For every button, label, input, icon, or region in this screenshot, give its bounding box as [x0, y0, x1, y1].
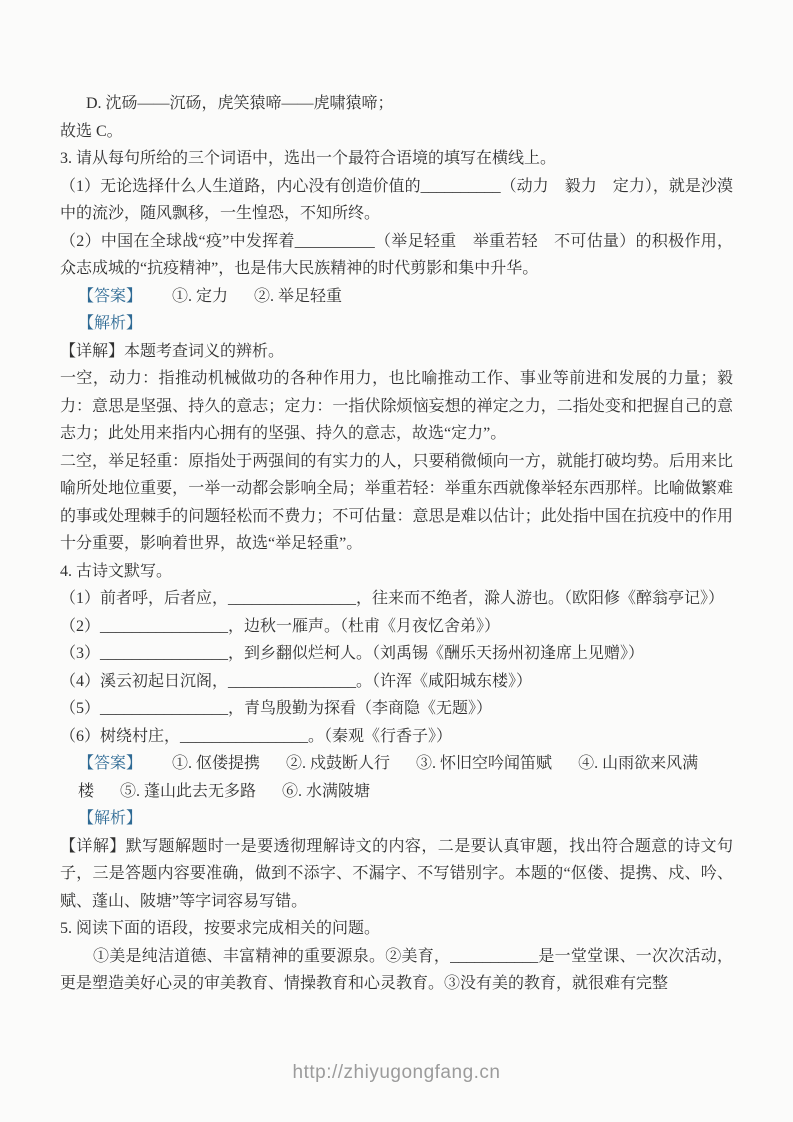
- text-span: 【详解】默写题解题时一是要透彻理解诗文的内容，二是要认真审题，找出符合题意的诗文句子，三是答题内容要准确，做到不添字、不漏字、不写错别字。本题的“伛偻、提携、戍、吟、赋、蓬山、陂塘”等字词容易写错。: [60, 837, 733, 910]
- text-span: 一空，动力：指推动机械做功的各种作用力，也比喻推动工作、事业等前进和发展的力量；毅力：意思是坚强、持久的意志；定力：一指伏除烦恼妄想的禅定之力，二指处变和把握自己的意志力；此处用来指内心拥有的坚强、持久的意志，故选“定力”。: [60, 370, 733, 442]
- text-span: D. 沈砀——沉砀，虎笑猿啼——虎啸猿啼；: [86, 95, 394, 112]
- text-line: [60, 365, 733, 448]
- text-span: （1）前者呼，后者应，________________，往来而不绝者，滁人游也。（欧阳修《醉翁亭记》）: [60, 590, 725, 607]
- text-line: [60, 668, 733, 696]
- analysis-line: [60, 310, 733, 338]
- text-line: [60, 338, 733, 366]
- answer-marker: 【答案】: [78, 287, 143, 305]
- text-span: （2）中国在全球战“疫”中发挥着__________（举足轻重 举重若轻 不可估量）的积极作用，众志成城的“抗疫精神”，也是伟大民族精神的时代剪影和集中升华。: [60, 232, 733, 277]
- text-line: [60, 558, 733, 586]
- text-line: [60, 448, 733, 558]
- text-line: [60, 695, 733, 723]
- text-span: 二空，举足轻重：原指处于两强间的有实力的人，只要稍微倾向一方，就能打破均势。后用来比喻所处地位重要，一举一动都会影响全局；举重若轻：举重东西就像举轻东西那样。比喻做繁难的事或处理棘手的问题轻松而不费力；不可估量：意思是难以估计；此处指中国在抗疫中的作用十分重要，影响着世界，故选“举足轻重”。: [60, 452, 733, 552]
- text-line: [60, 145, 733, 173]
- text-span: （2）________________，边秋一雁声。（杜甫《月夜忆舍弟》）: [60, 617, 501, 635]
- answer-item: ⑤. 蓬山此去无多路: [120, 782, 257, 800]
- answer-item: ①. 定力: [172, 287, 229, 305]
- answer-item: ①. 伛偻提携: [172, 755, 261, 772]
- text-line: [60, 613, 733, 641]
- answer-line: [60, 283, 733, 311]
- text-span: 3. 请从每句所给的三个词语中，选出一个最符合语境的填写在横线上。: [60, 150, 557, 167]
- text-line: [60, 173, 733, 228]
- text-span: （1）无论选择什么人生道路，内心没有创造价值的__________（动力 毅力 定力），就是沙漠中的流沙，随风飘移，一生惶恐，不知所终。: [60, 177, 733, 222]
- text-span: （4）溪云初起日沉阁，________________。（许浑《咸阳城东楼》）: [60, 672, 533, 690]
- text-line: [60, 585, 733, 613]
- text-line: [60, 640, 733, 668]
- text-span: ①美是纯洁道德、丰富精神的重要源泉。②美育，___________是一堂堂课、一次次活动，更是塑造美好心灵的审美教育、情操教育和心灵教育。③没有美的教育，就很难有完整: [60, 947, 733, 992]
- text-line: [60, 915, 733, 943]
- text-line: [60, 228, 733, 283]
- answer-item: ③. 怀旧空吟闻笛赋: [416, 755, 553, 772]
- answer-marker: 【答案】: [78, 755, 143, 772]
- text-span: 【详解】本题考查词义的辨析。: [60, 342, 285, 360]
- answer-item: ②. 举足轻重: [254, 287, 343, 305]
- text-line: [60, 118, 733, 146]
- text-span: 4. 古诗文默写。: [60, 562, 173, 580]
- analysis-line: [60, 805, 733, 833]
- text-line: [60, 723, 733, 751]
- answer-item: ④. 山雨欲来风满楼: [78, 755, 699, 800]
- text-span: （6）树绕村庄，________________。（秦观《行香子》）: [60, 727, 453, 745]
- text-span: 故选 C。: [60, 122, 123, 140]
- analysis-marker: 【解析】: [78, 810, 143, 827]
- answer-item: ②. 戍鼓断人行: [286, 755, 391, 772]
- text-line: [60, 833, 733, 916]
- analysis-marker: 【解析】: [78, 315, 143, 332]
- text-line: [60, 943, 733, 998]
- answer-item: ⑥. 水满陂塘: [282, 782, 371, 800]
- content-area: [60, 90, 733, 998]
- text-span: （5）________________，青鸟殷勤为探看（李商隐《无题》）: [60, 700, 493, 717]
- text-span: （3）________________，到乡翻似烂柯人。（刘禹锡《酬乐天扬州初逢席上见赠》）: [60, 645, 645, 662]
- footer-url: http://zhiyugongfang.cn: [292, 1062, 501, 1083]
- answer-line: [60, 750, 733, 805]
- text-line: [60, 90, 733, 118]
- text-span: 5. 阅读下面的语段，按要求完成相关的问题。: [60, 920, 381, 937]
